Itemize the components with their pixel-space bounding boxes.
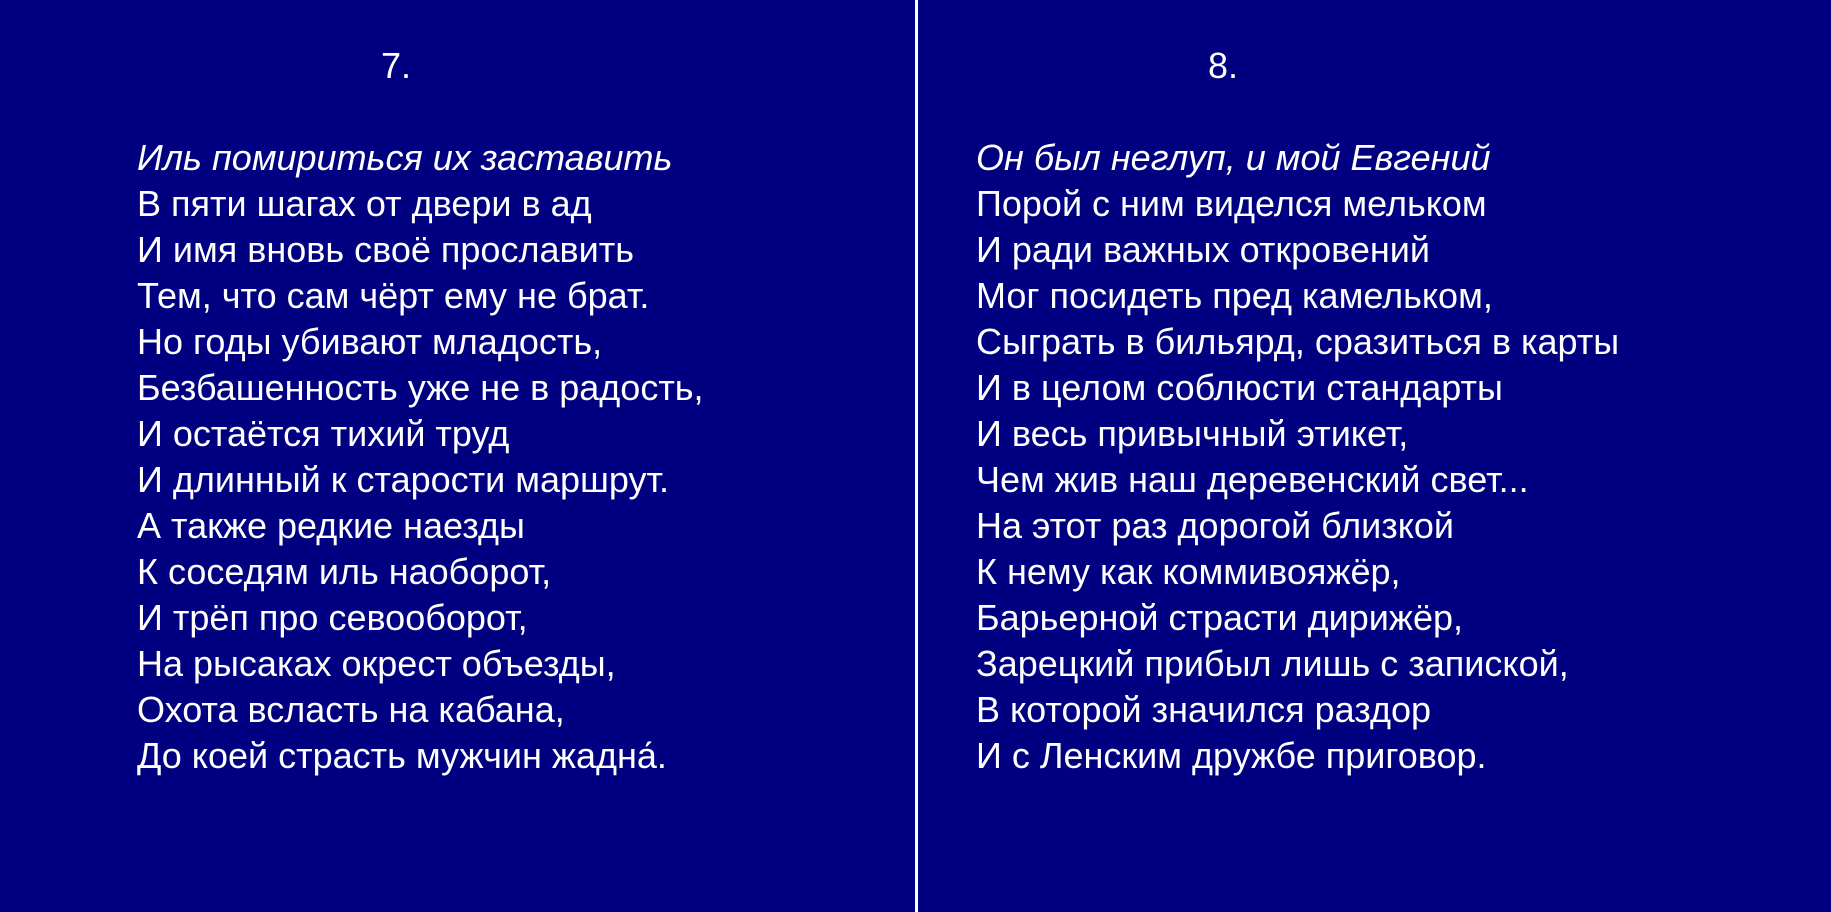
verse-line: Порой с ним виделся мельком	[976, 183, 1487, 224]
verse-line: На этот раз дорогой близкой	[976, 505, 1455, 546]
verse-lines	[976, 135, 1619, 779]
stanza-number: 8.	[1208, 45, 1239, 86]
verse-line: Иль помириться их заставить	[137, 137, 673, 178]
verse-line: И весь привычный этикет,	[976, 413, 1409, 454]
verse-line: Сыграть в бильярд, сразиться в карты	[976, 321, 1620, 362]
verse-line: Чем жив наш деревенский свет...	[976, 459, 1529, 500]
verse-line: И ради важных откровений	[976, 229, 1430, 270]
verse-line: В которой значился раздор	[976, 689, 1432, 730]
verse-line: В пяти шагах от двери в ад	[137, 183, 592, 224]
verse-line: К соседям иль наоборот,	[137, 551, 552, 592]
stanza-panel-8	[918, 0, 1831, 912]
verse-line: И с Ленским дружбе приговор.	[976, 735, 1487, 776]
verse-line: Он был неглуп, и мой Евгений	[976, 137, 1491, 178]
verse-line: На рысаках окрест объезды,	[137, 643, 616, 684]
verse-line: Но годы убивают младость,	[137, 321, 603, 362]
verse-line: И трёп про севооборот,	[137, 597, 528, 638]
verse-line: И в целом соблюсти стандарты	[976, 367, 1503, 408]
verse-line: И остаётся тихий труд	[137, 413, 510, 454]
verse-line: Зарецкий прибыл лишь с запиской,	[976, 643, 1569, 684]
verse-lines	[137, 135, 704, 779]
verse-line: Мог посидеть пред камельком,	[976, 275, 1493, 316]
verse-line: И длинный к старости маршрут.	[137, 459, 670, 500]
verse-line: Тем, что сам чёрт ему не брат.	[137, 275, 650, 316]
stanza-number: 7.	[381, 45, 412, 86]
verse-line: Охота всласть на кабана,	[137, 689, 565, 730]
verse-line: И имя вновь своё прославить	[137, 229, 634, 270]
verse-line: А также редкие наезды	[137, 505, 525, 546]
verse-line: К нему как коммивояжёр,	[976, 551, 1401, 592]
verse-line: До коей страсть мужчин жадна́.	[137, 735, 667, 776]
stanza-panel-7	[0, 0, 915, 912]
verse-line: Барьерной страсти дирижёр,	[976, 597, 1463, 638]
verse-line: Безбашенность уже не в радость,	[137, 367, 704, 408]
